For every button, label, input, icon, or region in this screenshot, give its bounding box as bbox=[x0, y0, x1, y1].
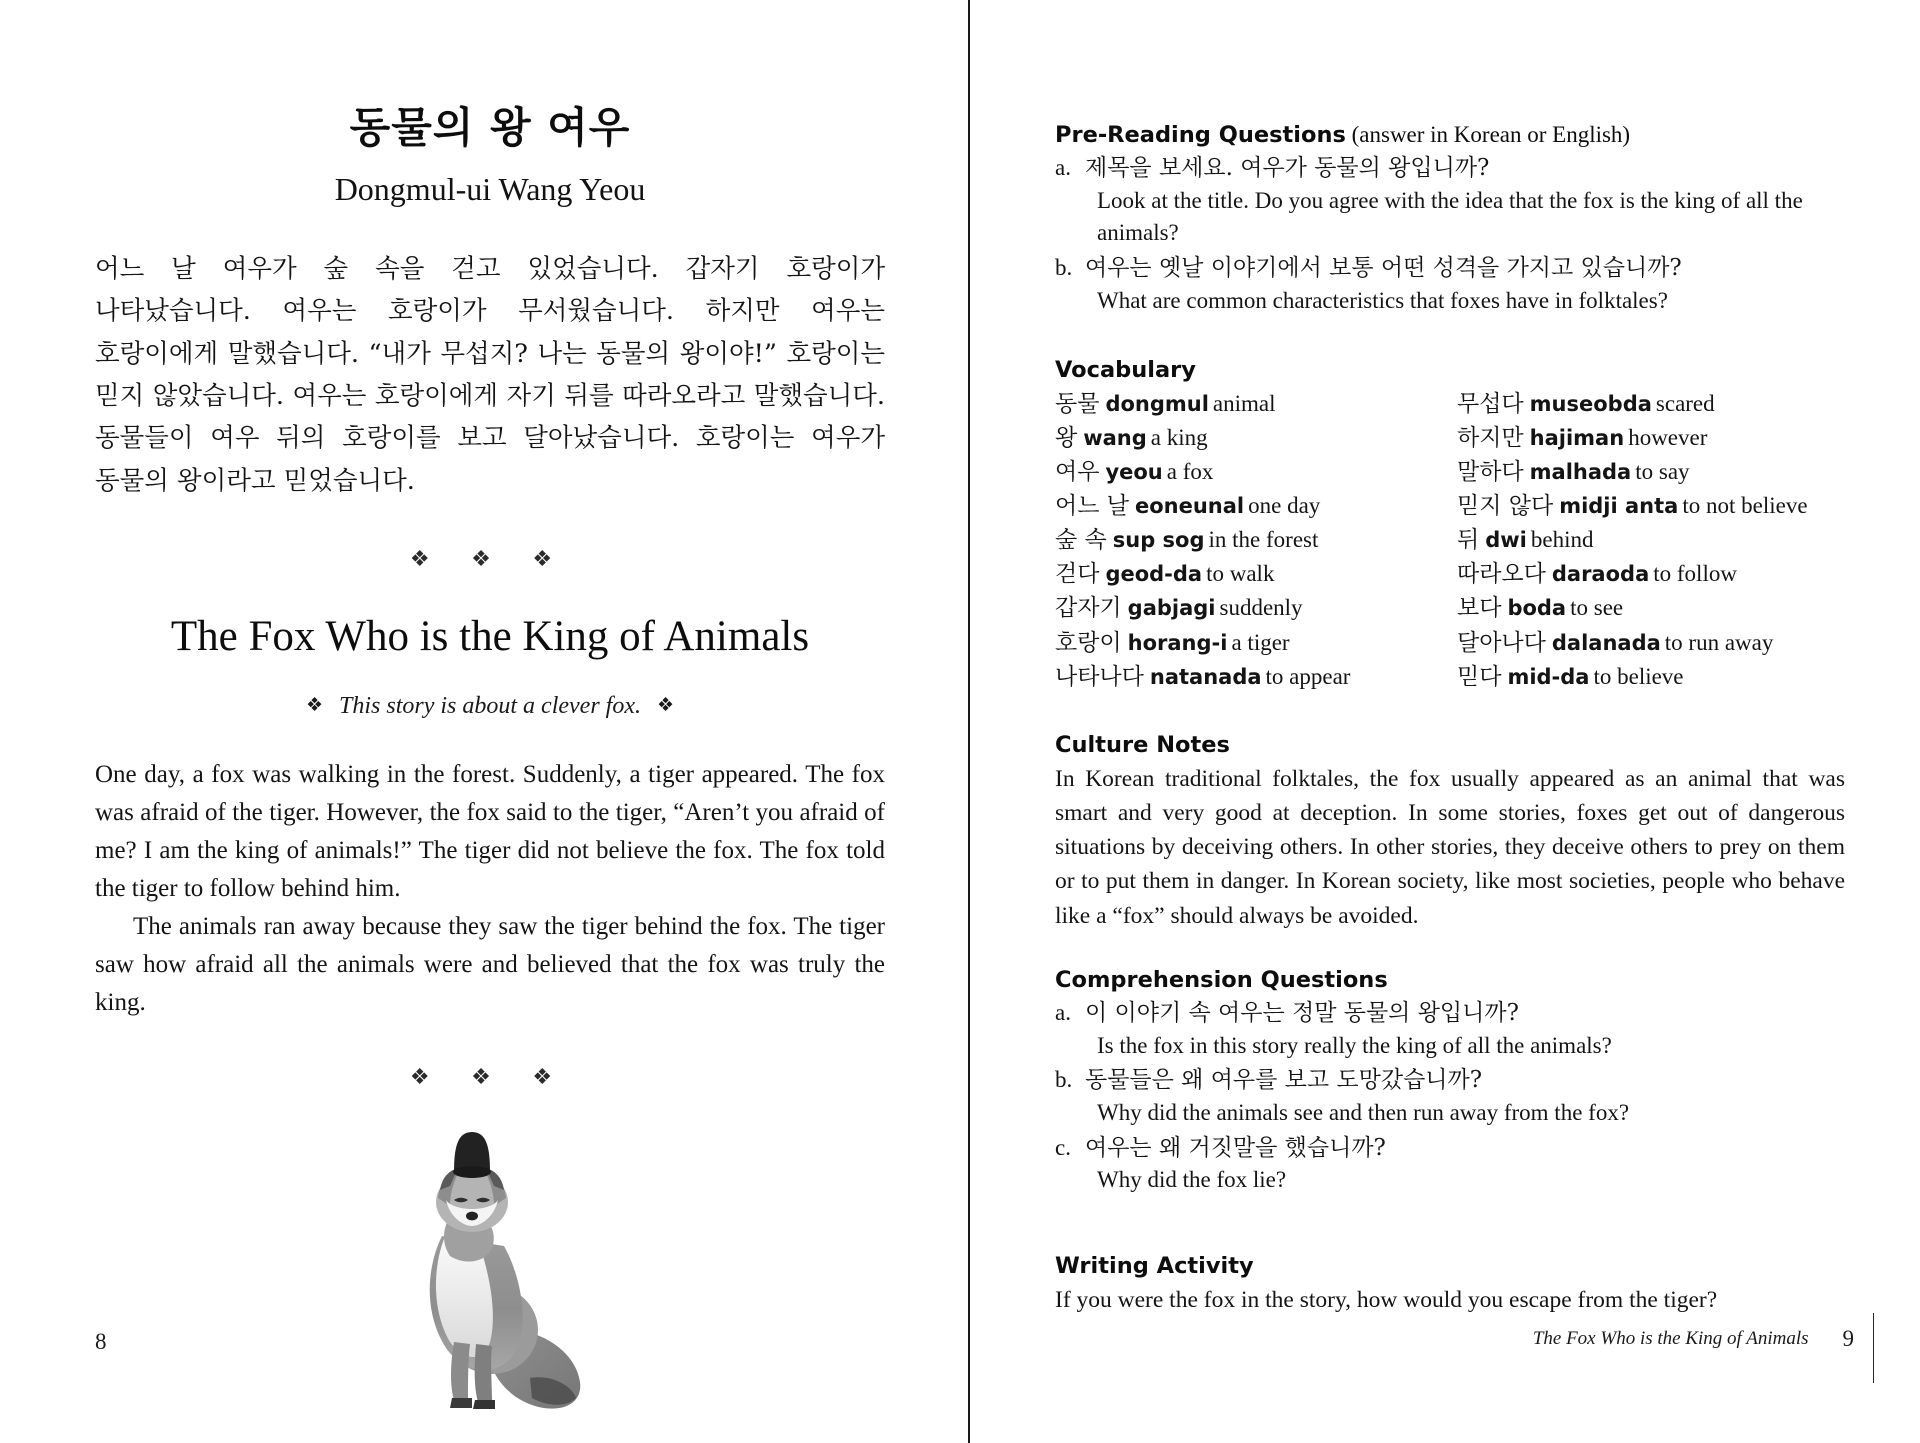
vocab-romanization: geod-da bbox=[1105, 562, 1203, 587]
vocab-korean: 숲 속 bbox=[1055, 527, 1107, 554]
vocab-gloss: behind bbox=[1530, 527, 1594, 553]
question-korean: 동물들은 왜 여우를 보고 도망갔습니까? bbox=[1085, 1067, 1483, 1094]
vocabulary-column-left bbox=[1055, 387, 1443, 693]
vocab-romanization: midji anta bbox=[1559, 494, 1679, 519]
vocabulary-entry bbox=[1055, 455, 1443, 489]
vocab-gloss: to walk bbox=[1206, 561, 1275, 587]
ornament-icon-left: ❖ bbox=[305, 695, 324, 717]
right-page bbox=[970, 0, 1920, 1443]
vocab-romanization: mid-da bbox=[1507, 664, 1590, 689]
vocab-korean: 하지만 bbox=[1457, 425, 1524, 452]
vocab-korean: 여우 bbox=[1055, 459, 1100, 486]
vocab-gloss: suddenly bbox=[1219, 595, 1303, 621]
vocabulary-entry bbox=[1457, 557, 1845, 591]
vocab-gloss: to appear bbox=[1265, 663, 1351, 689]
vocabulary-heading: Vocabulary bbox=[1055, 357, 1196, 384]
vocab-romanization: museobda bbox=[1529, 392, 1652, 417]
vocab-romanization: malhada bbox=[1529, 460, 1632, 485]
vocabulary-entry bbox=[1055, 523, 1443, 557]
question-english: What are common characteristics that foxes have in folktales? bbox=[1097, 287, 1668, 313]
vocab-korean: 호랑이 bbox=[1055, 629, 1122, 656]
vocabulary-entry bbox=[1457, 489, 1845, 523]
question-english: Is the fox in this story really the king of all the animals? bbox=[1097, 1032, 1612, 1058]
writing-activity-heading: Writing Activity bbox=[1055, 1252, 1254, 1279]
vocab-romanization: gabjagi bbox=[1127, 596, 1216, 621]
vocab-gloss: to see bbox=[1570, 595, 1624, 621]
vocabulary-entry bbox=[1457, 523, 1845, 557]
vocab-korean: 따라오다 bbox=[1457, 561, 1546, 588]
vocabulary-column-right bbox=[1443, 387, 1845, 693]
story-tagline-text: This story is about a clever fox. bbox=[339, 693, 641, 720]
question-english: Why did the animals see and then run away from the fox? bbox=[1097, 1100, 1630, 1126]
korean-story-paragraph: 어느 날 여우가 숲 속을 걷고 있었습니다. 갑자기 호랑이가 나타났습니다. 여우는 호랑이가 무서웠습니다. 하지만 여우는 호랑이에게 말했습니다. “내가 무섭지? 나는 동물의 왕이야!” 호랑이는 믿지 않았습니다. 여우는 호랑이에게 자기 뒤를 따라오라고 말했습니다. 동물들이 여우 뒤의 호랑이를 보고 달아났습니다. 호랑이는 여우가 동물의 왕이라고 믿었습니다. bbox=[95, 254, 885, 496]
vocab-korean: 믿지 않다 bbox=[1457, 493, 1554, 520]
vocabulary-entry bbox=[1055, 387, 1443, 421]
romanized-title: Dongmul-ui Wang Yeou bbox=[334, 171, 646, 207]
vocab-gloss: to follow bbox=[1653, 561, 1737, 587]
question-marker: b. bbox=[1055, 1067, 1073, 1093]
page-number-right: 9 bbox=[1842, 1326, 1854, 1351]
fox-illustration bbox=[380, 1116, 600, 1416]
vocab-gloss: a tiger bbox=[1231, 629, 1290, 655]
page-number-left: 8 bbox=[95, 1329, 107, 1354]
vocab-korean: 어느 날 bbox=[1055, 493, 1129, 520]
english-story-body bbox=[95, 756, 885, 1022]
vocabulary-entry bbox=[1457, 421, 1845, 455]
vocab-korean: 갑자기 bbox=[1055, 595, 1122, 622]
vocab-gloss: however bbox=[1628, 425, 1708, 451]
english-paragraph-1: One day, a fox was walking in the forest. Suddenly, a tiger appeared. The fox was afraid of the tiger. However, the fox said to the tiger, “Aren’t you afraid of me? I am the king of animals!” The tiger did not believe the fox. The fox told the tiger to follow behind him. bbox=[95, 761, 885, 903]
question-marker: a. bbox=[1055, 155, 1071, 180]
vocabulary-entry bbox=[1457, 626, 1845, 660]
illustration-area bbox=[95, 1116, 885, 1416]
vocab-korean: 믿다 bbox=[1457, 663, 1502, 690]
korean-title: 동물의 왕 여우 bbox=[349, 103, 631, 152]
vocabulary-entry bbox=[1055, 591, 1443, 625]
vocab-korean: 나타나다 bbox=[1055, 663, 1144, 690]
page-footer-right bbox=[1533, 1319, 1854, 1359]
vocab-romanization: horang-i bbox=[1127, 630, 1228, 655]
culture-notes-body: In Korean traditional folktales, the fox usually appeared as an animal that was smart and very good at deception. In some stories, foxes get out of dangerous situations by deceiving others. In other stories, they deceive others to prey on them or to put them in danger. In Korean society, like most societies, people who behave like a “fox” should always be avoided. bbox=[1055, 765, 1845, 929]
list-item bbox=[1055, 252, 1845, 317]
vocabulary-entry bbox=[1457, 455, 1845, 489]
question-korean: 여우는 왜 거짓말을 했습니까? bbox=[1085, 1134, 1386, 1161]
vocab-gloss: animal bbox=[1212, 391, 1276, 417]
vocab-korean: 무섭다 bbox=[1457, 391, 1524, 418]
vocab-korean: 걷다 bbox=[1055, 561, 1100, 588]
pre-reading-heading-bold: Pre-Reading Questions bbox=[1055, 122, 1346, 148]
ornament-divider-top: ❖ ❖ ❖ bbox=[409, 545, 571, 571]
vocab-korean: 뒤 bbox=[1457, 527, 1480, 554]
vocab-gloss: one day bbox=[1248, 493, 1321, 519]
vocab-romanization: sup sog bbox=[1112, 528, 1205, 553]
vocab-romanization: yeou bbox=[1105, 460, 1163, 485]
list-item bbox=[1055, 1132, 1845, 1197]
vocab-romanization: daraoda bbox=[1551, 562, 1650, 587]
vocab-korean: 달아나다 bbox=[1457, 629, 1546, 656]
vocab-gloss: to believe bbox=[1593, 663, 1684, 689]
list-item bbox=[1055, 152, 1845, 250]
vocab-romanization: dongmul bbox=[1105, 392, 1209, 417]
vocabulary-entry bbox=[1457, 660, 1845, 694]
vocabulary-entry bbox=[1055, 489, 1443, 523]
vocabulary-entry bbox=[1055, 557, 1443, 591]
vocab-gloss: a fox bbox=[1166, 459, 1214, 485]
vocabulary-entry bbox=[1457, 591, 1845, 625]
pre-reading-question-list bbox=[1055, 152, 1845, 317]
vocabulary-entry bbox=[1055, 626, 1443, 660]
comprehension-heading: Comprehension Questions bbox=[1055, 967, 1388, 994]
vocab-korean: 말하다 bbox=[1457, 459, 1524, 486]
question-marker: c. bbox=[1055, 1134, 1071, 1160]
culture-notes-heading: Culture Notes bbox=[1055, 731, 1230, 758]
ornament-divider-bottom: ❖ ❖ ❖ bbox=[409, 1064, 571, 1090]
comprehension-question-list bbox=[1055, 997, 1845, 1197]
question-korean: 여우는 옛날 이야기에서 보통 어떤 성격을 가지고 있습니까? bbox=[1085, 254, 1682, 281]
story-tagline bbox=[95, 693, 885, 720]
vocab-romanization: eoneunal bbox=[1134, 494, 1245, 519]
vocab-gloss: to say bbox=[1635, 459, 1690, 485]
vocab-gloss: to run away bbox=[1664, 629, 1774, 655]
vocab-romanization: boda bbox=[1507, 596, 1567, 621]
vocab-korean: 보다 bbox=[1457, 595, 1502, 622]
vocab-gloss: to not believe bbox=[1682, 493, 1808, 519]
vocab-romanization: hajiman bbox=[1529, 426, 1625, 451]
vocab-gloss: a king bbox=[1150, 425, 1208, 451]
vocab-romanization: dwi bbox=[1485, 528, 1527, 553]
question-marker: a. bbox=[1055, 1000, 1071, 1026]
vocabulary-entry bbox=[1457, 387, 1845, 421]
question-korean: 제목을 보세요. 여우가 동물의 왕입니까? bbox=[1085, 155, 1490, 181]
list-item bbox=[1055, 997, 1845, 1062]
writing-activity-body: If you were the fox in the story, how would you escape from the tiger? bbox=[1055, 1286, 1718, 1313]
pre-reading-heading-note: (answer in Korean or English) bbox=[1345, 122, 1631, 147]
vocabulary-entry bbox=[1055, 421, 1443, 455]
vocab-gloss: scared bbox=[1655, 391, 1715, 417]
pre-reading-heading bbox=[1055, 122, 1845, 148]
vocab-romanization: natanada bbox=[1149, 664, 1262, 689]
vocab-korean: 왕 bbox=[1055, 425, 1078, 452]
list-item bbox=[1055, 1064, 1845, 1129]
vocabulary-columns bbox=[1055, 387, 1845, 693]
english-paragraph-2: The animals ran away because they saw the tiger behind the fox. The tiger saw how afraid all the animals were and believed that the fox was truly the king. bbox=[95, 913, 885, 1017]
english-title: The Fox Who is the King of Animals bbox=[170, 612, 810, 660]
question-english: Look at the title. Do you agree with the idea that the fox is the king of all the animals? bbox=[1097, 187, 1803, 246]
running-head: The Fox Who is the King of Animals bbox=[1532, 1328, 1809, 1349]
vocab-romanization: wang bbox=[1083, 426, 1147, 451]
vocab-korean: 동물 bbox=[1055, 391, 1100, 418]
vocab-gloss: in the forest bbox=[1208, 527, 1319, 553]
vocabulary-entry bbox=[1055, 660, 1443, 694]
vocab-romanization: dalanada bbox=[1551, 630, 1661, 655]
folio-rule bbox=[1873, 1313, 1874, 1383]
question-korean: 이 이야기 속 여우는 정말 동물의 왕입니까? bbox=[1085, 1000, 1519, 1027]
ornament-icon-right: ❖ bbox=[656, 695, 675, 717]
question-marker: b. bbox=[1055, 254, 1073, 280]
question-english: Why did the fox lie? bbox=[1097, 1167, 1287, 1193]
